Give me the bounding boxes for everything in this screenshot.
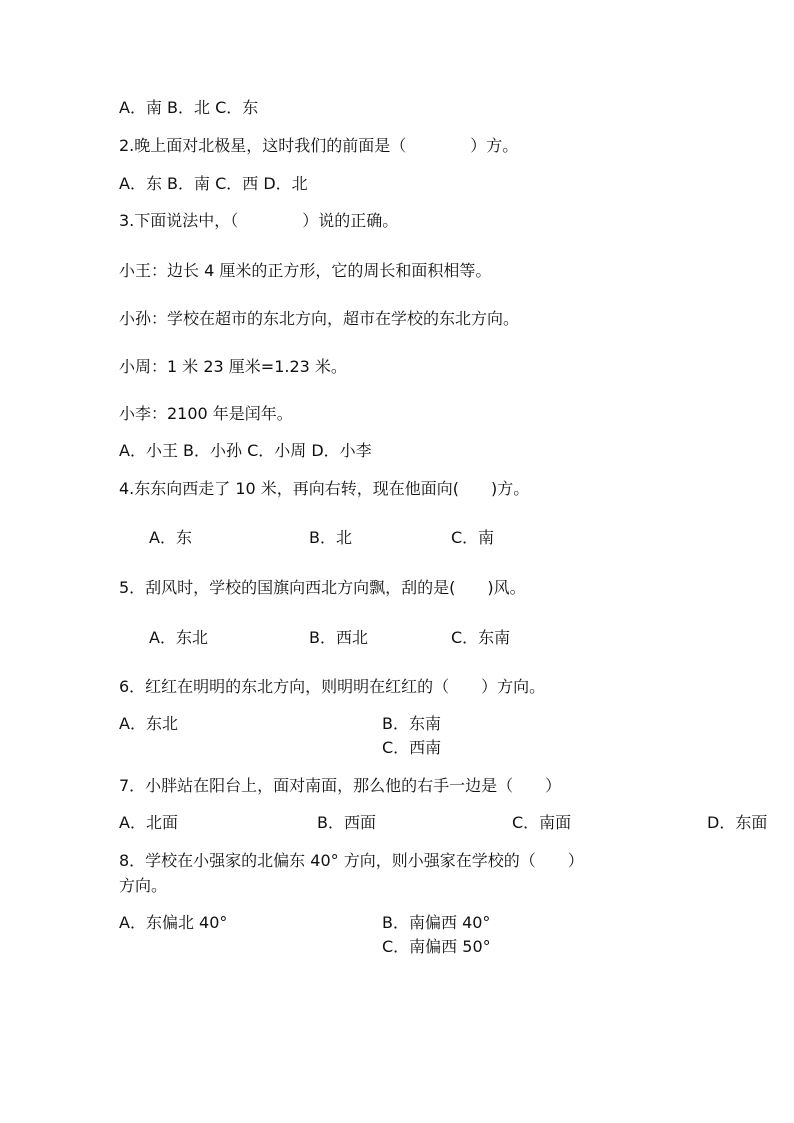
statement-xiaozhou: 小周：1 米 23 厘米=1.23 米。 — [119, 357, 347, 376]
question-6: 6．红红在明明的东北方向，则明明在红红的（ ）方向。 — [119, 677, 546, 696]
question-7-option-d: D．东面 — [707, 813, 768, 832]
question-5-option-a: A．东北 — [149, 628, 208, 647]
question-5-option-b: B．西北 — [309, 628, 368, 647]
question-7-option-a: A．北面 — [119, 813, 178, 832]
line-q1-options: A．南 B．北 C．东 — [119, 98, 259, 117]
question-6-option-b: B．东南 — [382, 714, 441, 733]
question-4-option-c: C．南 — [451, 528, 495, 547]
question-2-options: A．东 B．南 C．西 D．北 — [119, 174, 308, 193]
question-5: 5．刮风时，学校的国旗向西北方向飘，刮的是( )风。 — [119, 578, 526, 597]
question-2: 2.晚上面对北极星，这时我们的前面是（ ）方。 — [119, 136, 519, 155]
question-4-option-b: B．北 — [309, 528, 352, 547]
question-8-option-a: A．东偏北 40° — [119, 913, 228, 932]
question-7-option-c: C．南面 — [512, 813, 572, 832]
question-7-option-b: B．西面 — [317, 813, 376, 832]
question-4-option-a: A．东 — [149, 528, 192, 547]
question-7: 7．小胖站在阳台上，面对南面，那么他的右手一边是（ ） — [119, 776, 562, 795]
question-6-option-c: C．西南 — [382, 738, 442, 757]
question-6-option-a: A．东北 — [119, 714, 178, 733]
question-3: 3.下面说法中，（ ）说的正确。 — [119, 211, 399, 230]
statement-xiaoli: 小李：2100 年是闰年。 — [119, 404, 293, 423]
statement-xiaosun: 小孙：学校在超市的东北方向，超市在学校的东北方向。 — [119, 309, 520, 328]
question-8-line-1: 8．学校在小强家的北偏东 40° 方向，则小强家在学校的（ ） — [119, 851, 584, 870]
question-5-option-c: C．东南 — [451, 628, 511, 647]
question-8-option-c: C．南偏西 50° — [382, 937, 491, 956]
question-3-options: A．小王 B．小孙 C．小周 D．小李 — [119, 441, 372, 460]
question-8-option-b: B．南偏西 40° — [382, 913, 491, 932]
statement-xiaowang: 小王：边长 4 厘米的正方形，它的周长和面积相等。 — [119, 261, 492, 280]
question-4: 4.东东向西走了 10 米，再向右转，现在他面向( )方。 — [119, 479, 530, 498]
question-8-line-2: 方向。 — [119, 876, 168, 895]
